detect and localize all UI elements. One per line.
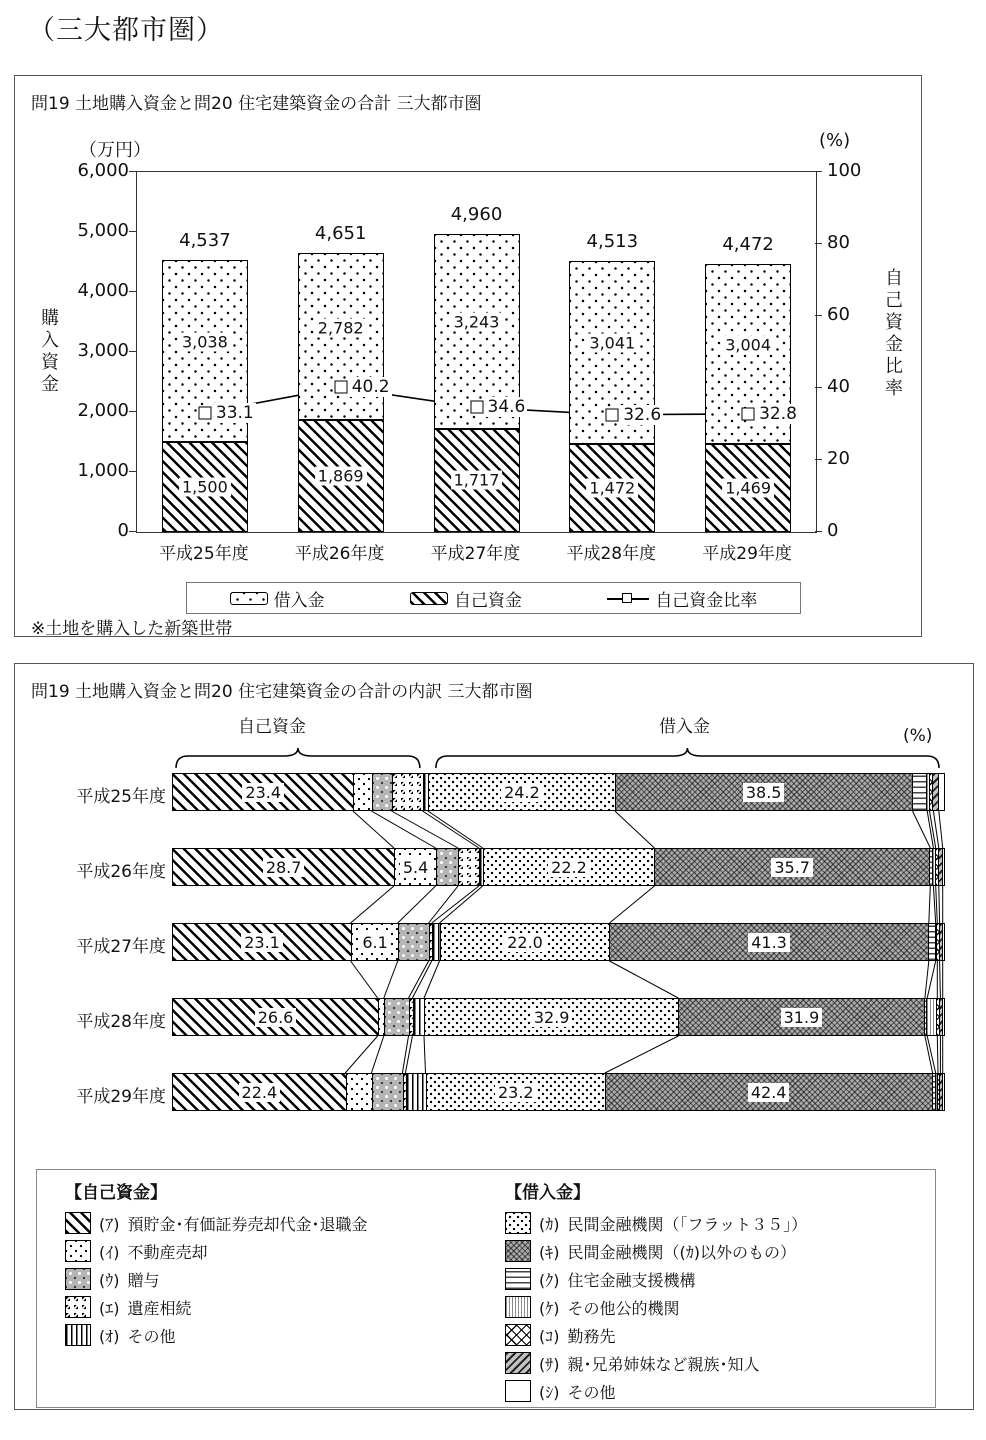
stacked-bar-row	[172, 998, 945, 1036]
chart2-title: 問19 土地購入資金と問20 住宅建築資金の合計の内訳 三大都市圏	[31, 682, 533, 702]
p-sa-swatch-icon	[505, 1352, 531, 1374]
year-label: 平成28年度	[76, 1012, 166, 1032]
bar-segment	[928, 924, 935, 960]
bar-segment	[615, 774, 912, 810]
chart1-title: 問19 土地購入資金と問20 住宅建築資金の合計 三大都市圏	[31, 94, 482, 114]
year-label: 平成25年度	[76, 787, 166, 807]
legend-label: 親･兄弟姉妹など親族･知人	[567, 1354, 760, 1374]
legend-borrowed-column	[505, 1178, 807, 1405]
chart1-left-axis-unit: （万円）	[79, 140, 151, 161]
segment-value-label: 6.1	[359, 933, 390, 952]
bar-segment	[678, 999, 924, 1035]
p-ko-swatch-icon	[505, 1324, 531, 1346]
ratio-value-label: 40.2	[351, 377, 390, 398]
legend-item	[505, 1265, 807, 1293]
year-label: 平成29年度	[76, 1087, 166, 1107]
segment-value-label: 38.5	[743, 783, 785, 802]
left-tick	[129, 291, 136, 292]
page-title: （三大都市圏）	[28, 15, 224, 46]
brace-borrowed-label: 借入金	[659, 717, 710, 737]
brace-own-label: 自己資金	[238, 717, 306, 737]
right-tick	[815, 171, 822, 172]
left-tick	[129, 471, 136, 472]
segment-value-label: 22.2	[548, 858, 590, 877]
left-tick-label: 3,000	[77, 340, 129, 361]
ratio-value-label: 33.1	[215, 402, 254, 423]
right-tick-label: 20	[827, 448, 850, 469]
legend-label: 借入金	[273, 590, 325, 611]
left-tick-label: 6,000	[77, 160, 129, 181]
segment-value-label: 42.4	[748, 1083, 790, 1102]
segment-value-label: 32.9	[531, 1008, 573, 1027]
bar-segment	[424, 999, 678, 1035]
bar-segment	[483, 849, 654, 885]
bar-segment	[942, 849, 944, 885]
right-tick-label: 0	[827, 520, 839, 541]
own-funds-value-label: 1,469	[722, 478, 774, 497]
legend-kana: (ｴ)	[99, 1298, 120, 1318]
left-tick	[129, 171, 136, 172]
bar-segment	[384, 999, 409, 1035]
segment-value-label: 28.7	[263, 858, 305, 877]
legend-item	[65, 1209, 368, 1237]
legend-entry-borrowed	[230, 586, 325, 611]
legend-label: 民間金融機関（(ｶ)以外のもの）	[567, 1242, 796, 1262]
legend-entry-ratio	[607, 586, 757, 611]
right-tick	[815, 315, 822, 316]
segment-value-label: 26.6	[255, 1008, 297, 1027]
chart2-unit: (%)	[903, 726, 933, 746]
legend-label: 住宅金融支援機構	[567, 1270, 696, 1290]
ratio-line-swatch-icon	[607, 592, 649, 605]
bar-segment	[351, 924, 398, 960]
bar-segment	[173, 924, 351, 960]
legend-kana: (ｺ)	[539, 1326, 560, 1346]
p-ku-swatch-icon	[505, 1268, 531, 1290]
bar-segment	[609, 924, 927, 960]
right-tick	[815, 531, 822, 532]
segment-value-label: 31.9	[781, 1008, 823, 1027]
bar-segment	[942, 924, 944, 960]
legend-item	[505, 1349, 807, 1377]
legend-label: その他	[127, 1326, 176, 1346]
segment-value-label: 41.3	[748, 933, 790, 952]
own-funds-value-label: 1,869	[315, 466, 367, 485]
legend-label: 勤務先	[567, 1326, 616, 1346]
x-axis-category-label: 平成28年度	[566, 544, 657, 564]
right-tick	[815, 459, 822, 460]
legend-label: 遺産相続	[127, 1298, 192, 1318]
legend-own-column	[65, 1178, 368, 1349]
total-value-label: 4,472	[722, 233, 774, 255]
bar-segment	[912, 774, 927, 810]
left-tick-label: 2,000	[77, 400, 129, 421]
segment-value-label: 23.4	[242, 783, 284, 802]
chart1-note: ※土地を購入した新築世帯	[31, 619, 233, 639]
total-value-label: 4,960	[450, 204, 503, 226]
legend-item	[505, 1377, 807, 1405]
p-e-swatch-icon	[65, 1296, 91, 1318]
legend-kana: (ｼ)	[539, 1382, 560, 1402]
own-funds-value-label: 1,500	[179, 478, 231, 497]
x-axis-category-label: 平成27年度	[430, 544, 521, 564]
right-tick	[815, 387, 822, 388]
bar-segment	[654, 849, 929, 885]
bar-segment	[173, 999, 378, 1035]
segment-value-label: 23.2	[495, 1083, 537, 1102]
bar-segment	[392, 774, 423, 810]
right-tick-label: 80	[827, 232, 850, 253]
stacked-bar-row	[172, 1073, 945, 1111]
chart2-rows	[172, 773, 945, 1111]
bar-segment	[605, 1074, 932, 1110]
bar-segment	[406, 1074, 426, 1110]
chart2-panel	[14, 663, 974, 1410]
legend-borrowed-header: 【借入金】	[505, 1183, 590, 1203]
borrowed-value-label: 2,782	[315, 319, 367, 338]
ratio-marker	[742, 407, 755, 420]
bar-segment	[173, 1074, 346, 1110]
legend-kana: (ｵ)	[99, 1326, 120, 1346]
left-tick	[129, 351, 136, 352]
bar-segment	[353, 774, 372, 810]
bar-segment	[440, 924, 610, 960]
left-tick-label: 4,000	[77, 280, 129, 301]
legend-kana: (ｲ)	[99, 1242, 120, 1262]
bar-segment	[398, 924, 429, 960]
legend-item	[505, 1209, 807, 1237]
year-label: 平成27年度	[76, 937, 166, 957]
stacked-bar-row	[172, 848, 945, 886]
chart1-panel	[14, 75, 922, 637]
borrowed-value-label: 3,004	[722, 335, 774, 354]
left-tick	[129, 531, 136, 532]
chart2-legend	[36, 1169, 936, 1408]
p-ki-swatch-icon	[505, 1240, 531, 1262]
x-axis-category-label: 平成25年度	[159, 544, 249, 564]
chart1-right-axis-title: 自己資金比率	[882, 268, 903, 400]
borrowed-swatch-icon	[230, 592, 268, 605]
stacked-bar-row	[172, 923, 945, 961]
left-tick-label: 0	[117, 520, 129, 541]
borrowed-value-label: 3,038	[179, 332, 231, 351]
borrowed-value-label: 3,243	[451, 312, 503, 331]
bar-segment	[458, 849, 479, 885]
legend-kana: (ｹ)	[539, 1298, 560, 1318]
legend-label: 不動産売却	[127, 1242, 208, 1262]
bar-segment	[346, 1074, 372, 1110]
legend-entry-own	[410, 586, 522, 611]
p-o-swatch-icon	[65, 1324, 91, 1346]
bar-segment	[394, 849, 436, 885]
right-tick-label: 60	[827, 304, 850, 325]
p-ka-swatch-icon	[505, 1212, 531, 1234]
chart1-plot	[136, 171, 817, 533]
legend-item	[65, 1265, 368, 1293]
year-label: 平成26年度	[76, 862, 166, 882]
bar-segment	[413, 999, 425, 1035]
bar-segment	[426, 1074, 605, 1110]
legend-item	[505, 1237, 807, 1265]
ratio-marker	[334, 381, 347, 394]
legend-label: 預貯金･有価証券売却代金･退職金	[127, 1214, 368, 1234]
own-funds-value-label: 1,717	[451, 471, 503, 490]
legend-item	[505, 1321, 807, 1349]
segment-value-label: 35.7	[771, 858, 813, 877]
legend-label: 自己資金	[453, 590, 522, 611]
segment-value-label: 5.4	[400, 858, 431, 877]
ratio-marker	[470, 401, 483, 414]
legend-item	[65, 1293, 368, 1321]
ratio-marker	[198, 406, 211, 419]
bar-segment	[432, 924, 440, 960]
segment-value-label: 22.0	[504, 933, 546, 952]
legend-kana: (ｻ)	[539, 1354, 560, 1374]
legend-label: 民間金融機関（「フラット３５」）	[567, 1214, 808, 1234]
bar-segment	[942, 999, 944, 1035]
ratio-value-label: 34.6	[487, 397, 526, 418]
legend-kana: (ｳ)	[99, 1270, 120, 1290]
legend-kana: (ｱ)	[99, 1214, 120, 1234]
left-tick-label: 1,000	[77, 460, 129, 481]
ratio-value-label: 32.6	[623, 404, 662, 425]
bar-segment	[173, 774, 353, 810]
braces-drawing	[15, 664, 973, 774]
left-tick-label: 5,000	[77, 220, 129, 241]
own-funds-value-label: 1,472	[586, 478, 638, 497]
bar-segment	[428, 774, 615, 810]
legend-item	[65, 1237, 368, 1265]
x-axis-category-label: 平成26年度	[294, 544, 385, 564]
p-u-swatch-icon	[65, 1268, 91, 1290]
total-value-label: 4,537	[179, 229, 231, 251]
total-value-label: 4,651	[314, 222, 367, 244]
left-tick	[129, 411, 136, 412]
legend-label: その他	[567, 1382, 616, 1402]
total-value-label: 4,513	[586, 231, 639, 253]
chart1-right-axis-unit: (%)	[819, 130, 851, 151]
bar-segment	[372, 774, 392, 810]
bar-segment	[372, 1074, 403, 1110]
x-axis-category-label: 平成29年度	[702, 544, 792, 564]
chart1-left-axis-title: 購入資金	[38, 308, 59, 396]
borrowed-value-label: 3,041	[586, 334, 638, 353]
p-i-swatch-icon	[65, 1240, 91, 1262]
ratio-value-label: 32.8	[759, 403, 797, 424]
bar-segment	[942, 1074, 944, 1110]
bar-segment	[938, 774, 944, 810]
bar-segment	[173, 849, 394, 885]
legend-kana: (ｶ)	[539, 1214, 560, 1234]
legend-label: 自己資金比率	[655, 590, 758, 611]
right-tick-label: 40	[827, 376, 850, 397]
legend-kana: (ｷ)	[539, 1242, 560, 1262]
legend-label: 贈与	[127, 1270, 160, 1290]
legend-own-header: 【自己資金】	[65, 1183, 167, 1203]
legend-item	[505, 1293, 807, 1321]
segment-value-label: 22.4	[239, 1083, 281, 1102]
legend-label: その他公的機関	[567, 1298, 680, 1318]
chart1-legend	[186, 582, 801, 614]
own-funds-swatch-icon	[410, 592, 448, 605]
right-tick-label: 100	[827, 160, 862, 181]
segment-value-label: 23.1	[241, 933, 283, 952]
left-tick	[129, 231, 136, 232]
bar-segment	[436, 849, 458, 885]
p-a-swatch-icon	[65, 1212, 91, 1234]
segment-value-label: 24.2	[501, 783, 543, 802]
p-ke-swatch-icon	[505, 1296, 531, 1318]
stacked-bar-row	[172, 773, 945, 811]
p-shi-swatch-icon	[505, 1380, 531, 1402]
legend-kana: (ｸ)	[539, 1270, 560, 1290]
bar-segment	[926, 999, 936, 1035]
ratio-marker	[606, 408, 619, 421]
right-tick	[815, 243, 822, 244]
legend-item	[65, 1321, 368, 1349]
